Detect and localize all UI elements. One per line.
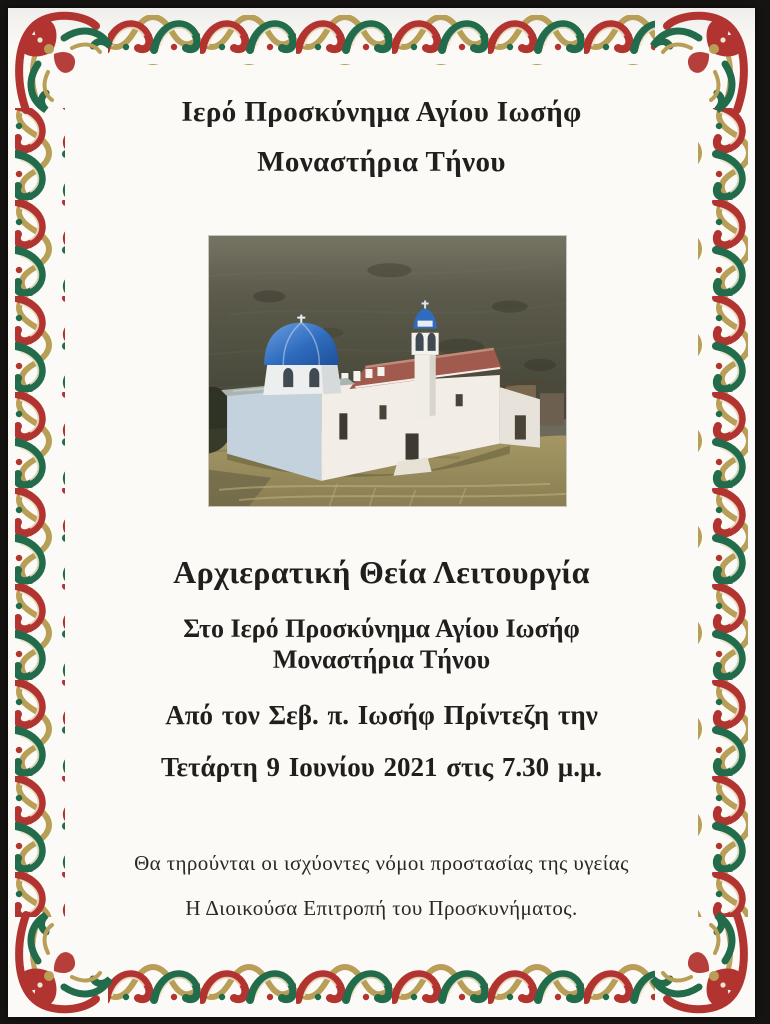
event-location-line2: Μοναστήρια Τήνου [272,645,491,674]
poster-content [8,8,755,1017]
event-location-line1: Στο Ιερό Προσκύνημα Αγίου Ιωσήφ [183,614,580,643]
event-poster-page [8,8,755,1017]
event-datetime-line: Τετάρτη 9 Ιουνίου 2021 στις 7.30 μ.μ. [160,752,603,782]
pilgrimage-title-line1: Ιερό Προσκύνημα Αγίου Ιωσήφ [181,96,582,128]
health-law-note: Θα τηρούνται οι ισχύοντες νόμοι προστασίας της υγείας [134,851,629,875]
event-title: Αρχιερατική Θεία Λειτουργία [173,554,590,590]
pilgrimage-title-line2: Μοναστήρια Τήνου [257,146,506,178]
event-celebrant-line: Από τον Σεβ. π. Ιωσήφ Πρίντεζη την [165,700,598,730]
bell-tower [412,300,439,419]
church-photo [209,236,566,506]
committee-signature: Η Διοικούσα Επιτροπή του Προσκυνήματος. [185,896,578,920]
